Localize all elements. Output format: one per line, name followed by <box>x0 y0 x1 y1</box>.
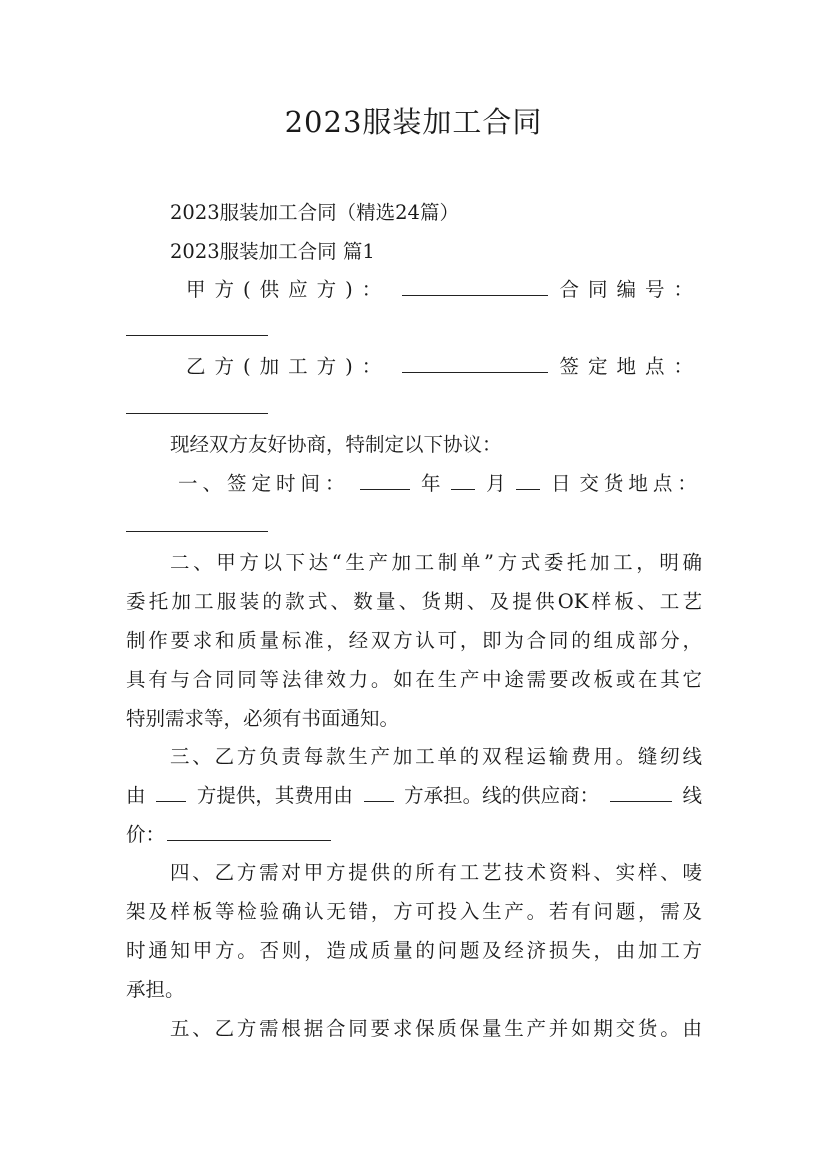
clause1-prefix: 一、签定时间： <box>178 472 350 495</box>
party-a-line <box>186 270 702 309</box>
cost-bearer-blank <box>364 800 394 802</box>
party-b-blank <box>402 371 548 373</box>
clause2-line-1: 二、甲方以下达“生产加工制单”方式委托加工，明确 <box>170 551 702 574</box>
clause1-line <box>178 464 702 503</box>
clause3-line-1: 三、乙方负责每款生产加工单的双程运输费用。缝纫线 <box>170 745 702 768</box>
sign-place-label: 签定地点： <box>559 355 702 378</box>
clause1-month-blank <box>451 488 475 490</box>
price-blank <box>167 839 331 841</box>
clause2-line-3: 制作要求和质量标准，经双方认可，即为合同的组成部分， <box>126 629 702 652</box>
section-heading: 2023服装加工合同 篇1 <box>170 240 375 263</box>
delivery-place-blank <box>126 530 268 532</box>
page-title: 2023服装加工合同 <box>284 105 543 139</box>
price-label: 价： <box>126 823 166 846</box>
party-a-label: 甲方(供应方)： <box>186 278 391 301</box>
document-subtitle: 2023服装加工合同（精选24篇） <box>170 201 459 224</box>
clause1-month: 月 <box>486 472 506 495</box>
clause2-line-4: 具有与合同同等法律效力。如在生产中途需要改板或在其它 <box>126 668 702 691</box>
clause1-day-blank <box>516 488 540 490</box>
party-b-label: 乙方(加工方)： <box>186 355 391 378</box>
clause3-from: 由 <box>126 784 146 807</box>
clause3-thread: 线 <box>682 784 702 807</box>
clause4-line-1: 四、乙方需对甲方提供的所有工艺技术资料、实样、唛 <box>170 861 702 884</box>
clause3-provide: 方提供，其费用由 <box>196 784 353 807</box>
clause1-year-blank <box>360 488 410 490</box>
clause5-line-1: 五、乙方需根据合同要求保质保量生产并如期交货。由 <box>170 1017 702 1040</box>
party-b-line <box>186 347 702 386</box>
thread-provider-blank <box>156 800 186 802</box>
clause2-line-2: 委托加工服装的款式、数量、货期、及提供OK样板、工艺 <box>126 590 702 613</box>
contract-no-blank <box>126 334 268 336</box>
clause3-line-2 <box>126 776 702 815</box>
clause4-line-4: 承担。 <box>126 978 185 1001</box>
clause4-line-3: 时通知甲方。否则，造成质量的问题及经济损失，由加工方 <box>126 939 702 962</box>
clause1-year: 年 <box>421 472 441 495</box>
sign-place-blank <box>126 412 268 414</box>
clause1-delivery-label: 交货地点： <box>579 472 702 495</box>
clause1-day: 日 <box>551 472 571 495</box>
clause4-line-2: 架及样板等检验确认无错，方可投入生产。若有问题，需及 <box>126 900 702 923</box>
clause3-supplier-label: 方承担。线的供应商： <box>404 784 600 807</box>
supplier-blank <box>610 800 672 802</box>
intro-text: 现经双方友好协商，特制定以下协议： <box>170 433 502 456</box>
clause2-line-5: 特别需求等，必须有书面通知。 <box>126 707 400 730</box>
clause3-line-3 <box>126 815 702 854</box>
contract-no-label: 合同编号： <box>559 278 702 301</box>
party-a-blank <box>402 294 548 296</box>
